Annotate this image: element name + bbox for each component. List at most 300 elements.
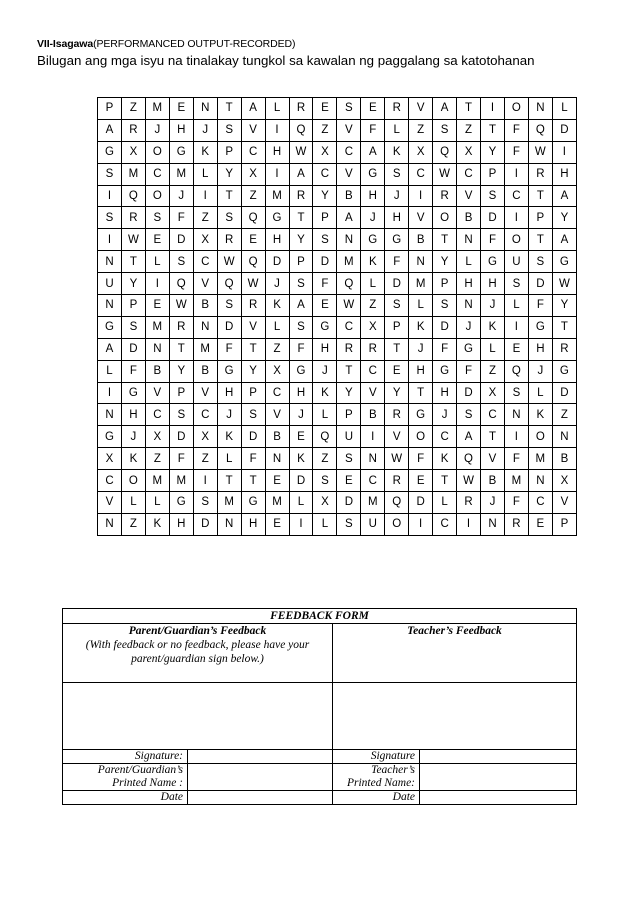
grid-cell[interactable]: S	[385, 295, 409, 317]
grid-cell[interactable]: I	[552, 141, 576, 163]
teacher-feedback-area[interactable]	[333, 683, 577, 750]
grid-cell[interactable]: L	[121, 492, 145, 514]
grid-cell[interactable]: C	[433, 513, 457, 535]
grid-cell[interactable]: M	[145, 98, 169, 120]
grid-cell[interactable]: E	[241, 229, 265, 251]
grid-cell[interactable]: B	[337, 185, 361, 207]
grid-cell[interactable]: S	[313, 229, 337, 251]
grid-cell[interactable]: Z	[241, 185, 265, 207]
grid-cell[interactable]: O	[385, 513, 409, 535]
grid-cell[interactable]: N	[145, 338, 169, 360]
grid-cell[interactable]: M	[361, 492, 385, 514]
grid-cell[interactable]: H	[265, 141, 289, 163]
grid-cell[interactable]: M	[528, 448, 552, 470]
grid-cell[interactable]: A	[433, 98, 457, 120]
grid-cell[interactable]: Y	[289, 229, 313, 251]
grid-cell[interactable]: U	[98, 273, 122, 295]
grid-cell[interactable]: V	[337, 119, 361, 141]
grid-cell[interactable]: R	[504, 513, 528, 535]
grid-cell[interactable]: R	[552, 338, 576, 360]
grid-cell[interactable]: G	[169, 492, 193, 514]
grid-cell[interactable]: V	[361, 382, 385, 404]
grid-cell[interactable]: Q	[241, 251, 265, 273]
grid-cell[interactable]: G	[552, 360, 576, 382]
grid-cell[interactable]: S	[217, 207, 241, 229]
grid-cell[interactable]: S	[385, 163, 409, 185]
grid-cell[interactable]: U	[504, 251, 528, 273]
grid-cell[interactable]: F	[504, 119, 528, 141]
grid-cell[interactable]: G	[289, 360, 313, 382]
grid-cell[interactable]: B	[145, 360, 169, 382]
grid-cell[interactable]: K	[145, 513, 169, 535]
grid-cell[interactable]: S	[98, 207, 122, 229]
grid-cell[interactable]: C	[481, 404, 505, 426]
grid-cell[interactable]: J	[169, 185, 193, 207]
grid-cell[interactable]: J	[433, 404, 457, 426]
grid-cell[interactable]: W	[169, 295, 193, 317]
grid-cell[interactable]: Q	[504, 360, 528, 382]
grid-cell[interactable]: D	[385, 273, 409, 295]
grid-cell[interactable]: S	[337, 98, 361, 120]
grid-cell[interactable]: K	[217, 426, 241, 448]
grid-cell[interactable]: B	[361, 404, 385, 426]
grid-cell[interactable]: H	[481, 273, 505, 295]
grid-cell[interactable]: S	[193, 492, 217, 514]
grid-cell[interactable]: D	[481, 207, 505, 229]
grid-cell[interactable]: Y	[552, 295, 576, 317]
grid-cell[interactable]: N	[528, 98, 552, 120]
grid-cell[interactable]: S	[241, 404, 265, 426]
grid-cell[interactable]: S	[313, 470, 337, 492]
grid-cell[interactable]: D	[552, 119, 576, 141]
grid-cell[interactable]: J	[528, 360, 552, 382]
grid-cell[interactable]: C	[265, 382, 289, 404]
grid-cell[interactable]: E	[409, 470, 433, 492]
grid-cell[interactable]: F	[169, 448, 193, 470]
grid-cell[interactable]: N	[217, 513, 241, 535]
grid-cell[interactable]: H	[121, 404, 145, 426]
grid-cell[interactable]: X	[193, 229, 217, 251]
grid-cell[interactable]: X	[313, 492, 337, 514]
grid-cell[interactable]: G	[361, 229, 385, 251]
grid-cell[interactable]: X	[552, 470, 576, 492]
grid-cell[interactable]: Q	[313, 426, 337, 448]
grid-cell[interactable]: F	[409, 448, 433, 470]
grid-cell[interactable]: R	[457, 492, 481, 514]
grid-cell[interactable]: J	[385, 185, 409, 207]
grid-cell[interactable]: Q	[385, 492, 409, 514]
grid-cell[interactable]: R	[217, 229, 241, 251]
grid-cell[interactable]: J	[313, 360, 337, 382]
grid-cell[interactable]: T	[409, 382, 433, 404]
grid-cell[interactable]: K	[528, 404, 552, 426]
grid-cell[interactable]: S	[98, 163, 122, 185]
grid-cell[interactable]: W	[385, 448, 409, 470]
grid-cell[interactable]: D	[457, 382, 481, 404]
grid-cell[interactable]: N	[98, 295, 122, 317]
grid-cell[interactable]: W	[552, 273, 576, 295]
grid-cell[interactable]: L	[217, 448, 241, 470]
grid-cell[interactable]: O	[433, 207, 457, 229]
grid-cell[interactable]: G	[528, 316, 552, 338]
grid-cell[interactable]: S	[528, 251, 552, 273]
grid-cell[interactable]: X	[265, 360, 289, 382]
grid-cell[interactable]: G	[98, 316, 122, 338]
grid-cell[interactable]: S	[217, 295, 241, 317]
grid-cell[interactable]: R	[241, 295, 265, 317]
grid-cell[interactable]: L	[457, 251, 481, 273]
grid-cell[interactable]: A	[241, 98, 265, 120]
grid-cell[interactable]: E	[265, 470, 289, 492]
grid-cell[interactable]: X	[481, 382, 505, 404]
grid-cell[interactable]: J	[289, 404, 313, 426]
grid-cell[interactable]: T	[241, 338, 265, 360]
grid-cell[interactable]: Z	[121, 98, 145, 120]
grid-cell[interactable]: P	[169, 382, 193, 404]
grid-cell[interactable]: M	[337, 251, 361, 273]
grid-cell[interactable]: I	[481, 98, 505, 120]
grid-cell[interactable]: E	[385, 360, 409, 382]
grid-cell[interactable]: G	[241, 492, 265, 514]
grid-cell[interactable]: I	[98, 185, 122, 207]
grid-cell[interactable]: I	[145, 273, 169, 295]
grid-cell[interactable]: C	[193, 251, 217, 273]
teacher-signature-field[interactable]	[420, 750, 577, 764]
grid-cell[interactable]: M	[145, 470, 169, 492]
grid-cell[interactable]: P	[552, 513, 576, 535]
grid-cell[interactable]: W	[217, 251, 241, 273]
grid-cell[interactable]: J	[265, 273, 289, 295]
grid-cell[interactable]: L	[145, 251, 169, 273]
grid-cell[interactable]: Y	[241, 360, 265, 382]
grid-cell[interactable]: R	[289, 98, 313, 120]
grid-cell[interactable]: L	[504, 295, 528, 317]
grid-cell[interactable]: T	[528, 229, 552, 251]
grid-cell[interactable]: K	[121, 448, 145, 470]
grid-cell[interactable]: L	[528, 382, 552, 404]
grid-cell[interactable]: O	[121, 470, 145, 492]
grid-cell[interactable]: S	[169, 404, 193, 426]
grid-cell[interactable]: S	[337, 513, 361, 535]
grid-cell[interactable]: X	[145, 426, 169, 448]
grid-cell[interactable]: K	[385, 141, 409, 163]
grid-cell[interactable]: Q	[433, 141, 457, 163]
grid-cell[interactable]: P	[481, 163, 505, 185]
grid-cell[interactable]: X	[241, 163, 265, 185]
grid-cell[interactable]: R	[289, 185, 313, 207]
grid-cell[interactable]: D	[169, 426, 193, 448]
grid-cell[interactable]: V	[385, 426, 409, 448]
grid-cell[interactable]: C	[409, 163, 433, 185]
grid-cell[interactable]: G	[265, 207, 289, 229]
grid-cell[interactable]: L	[385, 119, 409, 141]
grid-cell[interactable]: S	[169, 251, 193, 273]
grid-cell[interactable]: Y	[121, 273, 145, 295]
grid-cell[interactable]: H	[289, 382, 313, 404]
grid-cell[interactable]: I	[98, 229, 122, 251]
grid-cell[interactable]: X	[409, 141, 433, 163]
grid-cell[interactable]: H	[433, 382, 457, 404]
grid-cell[interactable]: C	[433, 426, 457, 448]
grid-cell[interactable]: F	[241, 448, 265, 470]
grid-cell[interactable]: R	[169, 316, 193, 338]
grid-cell[interactable]: G	[433, 360, 457, 382]
grid-cell[interactable]: M	[265, 185, 289, 207]
grid-cell[interactable]: R	[121, 207, 145, 229]
grid-cell[interactable]: S	[481, 185, 505, 207]
grid-cell[interactable]: N	[552, 426, 576, 448]
grid-cell[interactable]: Q	[217, 273, 241, 295]
grid-cell[interactable]: T	[552, 316, 576, 338]
grid-cell[interactable]: F	[121, 360, 145, 382]
grid-cell[interactable]: N	[481, 513, 505, 535]
grid-cell[interactable]: O	[504, 98, 528, 120]
grid-cell[interactable]: V	[193, 273, 217, 295]
grid-cell[interactable]: W	[457, 470, 481, 492]
grid-cell[interactable]: N	[98, 513, 122, 535]
grid-cell[interactable]: H	[409, 360, 433, 382]
grid-cell[interactable]: X	[361, 316, 385, 338]
grid-cell[interactable]: T	[217, 185, 241, 207]
grid-cell[interactable]: I	[193, 185, 217, 207]
grid-cell[interactable]: G	[361, 163, 385, 185]
grid-cell[interactable]: A	[457, 426, 481, 448]
grid-cell[interactable]: Y	[337, 382, 361, 404]
grid-cell[interactable]: T	[217, 470, 241, 492]
grid-cell[interactable]: S	[121, 316, 145, 338]
grid-cell[interactable]: Z	[121, 513, 145, 535]
grid-cell[interactable]: C	[337, 141, 361, 163]
grid-cell[interactable]: L	[433, 492, 457, 514]
grid-cell[interactable]: G	[98, 141, 122, 163]
grid-cell[interactable]: T	[481, 119, 505, 141]
grid-cell[interactable]: L	[313, 404, 337, 426]
grid-cell[interactable]: M	[504, 470, 528, 492]
grid-cell[interactable]: V	[409, 98, 433, 120]
grid-cell[interactable]: N	[361, 448, 385, 470]
grid-cell[interactable]: G	[121, 382, 145, 404]
parent-feedback-area[interactable]	[63, 683, 333, 750]
grid-cell[interactable]: R	[528, 163, 552, 185]
grid-cell[interactable]: S	[433, 119, 457, 141]
grid-cell[interactable]: C	[193, 404, 217, 426]
grid-cell[interactable]: E	[361, 98, 385, 120]
grid-cell[interactable]: F	[504, 141, 528, 163]
grid-cell[interactable]: E	[337, 470, 361, 492]
grid-cell[interactable]: I	[457, 513, 481, 535]
grid-cell[interactable]: P	[313, 207, 337, 229]
grid-cell[interactable]: G	[217, 360, 241, 382]
grid-cell[interactable]: D	[193, 513, 217, 535]
grid-cell[interactable]: S	[433, 295, 457, 317]
grid-cell[interactable]: H	[457, 273, 481, 295]
grid-cell[interactable]: Z	[457, 119, 481, 141]
grid-cell[interactable]: N	[337, 229, 361, 251]
grid-cell[interactable]: U	[337, 426, 361, 448]
grid-cell[interactable]: R	[385, 98, 409, 120]
grid-cell[interactable]: H	[241, 513, 265, 535]
grid-cell[interactable]: C	[145, 163, 169, 185]
grid-cell[interactable]: F	[481, 229, 505, 251]
grid-cell[interactable]: M	[409, 273, 433, 295]
grid-cell[interactable]: F	[289, 338, 313, 360]
grid-cell[interactable]: B	[265, 426, 289, 448]
grid-cell[interactable]: B	[193, 295, 217, 317]
grid-cell[interactable]: I	[409, 513, 433, 535]
grid-cell[interactable]: Q	[289, 119, 313, 141]
grid-cell[interactable]: C	[361, 360, 385, 382]
grid-cell[interactable]: D	[409, 492, 433, 514]
grid-cell[interactable]: W	[337, 295, 361, 317]
grid-cell[interactable]: O	[528, 426, 552, 448]
grid-cell[interactable]: T	[241, 470, 265, 492]
grid-cell[interactable]: B	[193, 360, 217, 382]
grid-cell[interactable]: H	[552, 163, 576, 185]
grid-cell[interactable]: L	[145, 492, 169, 514]
grid-cell[interactable]: J	[145, 119, 169, 141]
grid-cell[interactable]: A	[552, 229, 576, 251]
grid-cell[interactable]: V	[145, 382, 169, 404]
grid-cell[interactable]: J	[481, 492, 505, 514]
grid-cell[interactable]: S	[504, 273, 528, 295]
grid-cell[interactable]: R	[385, 470, 409, 492]
grid-cell[interactable]: F	[361, 119, 385, 141]
grid-cell[interactable]: S	[457, 404, 481, 426]
grid-cell[interactable]: P	[289, 251, 313, 273]
grid-cell[interactable]: S	[145, 207, 169, 229]
grid-cell[interactable]: X	[457, 141, 481, 163]
grid-cell[interactable]: I	[265, 163, 289, 185]
grid-cell[interactable]: B	[481, 470, 505, 492]
grid-cell[interactable]: N	[457, 229, 481, 251]
grid-cell[interactable]: Z	[481, 360, 505, 382]
grid-cell[interactable]: Z	[313, 119, 337, 141]
grid-cell[interactable]: J	[217, 404, 241, 426]
grid-cell[interactable]: E	[528, 513, 552, 535]
grid-cell[interactable]: I	[98, 382, 122, 404]
grid-cell[interactable]: H	[169, 119, 193, 141]
grid-cell[interactable]: A	[552, 185, 576, 207]
grid-cell[interactable]: V	[409, 207, 433, 229]
grid-cell[interactable]: D	[552, 382, 576, 404]
grid-cell[interactable]: A	[289, 163, 313, 185]
grid-cell[interactable]: R	[433, 185, 457, 207]
grid-cell[interactable]: N	[193, 316, 217, 338]
grid-cell[interactable]: J	[361, 207, 385, 229]
grid-cell[interactable]: B	[552, 448, 576, 470]
grid-cell[interactable]: Y	[433, 251, 457, 273]
grid-cell[interactable]: V	[193, 382, 217, 404]
grid-cell[interactable]: Q	[528, 119, 552, 141]
grid-cell[interactable]: S	[217, 119, 241, 141]
grid-cell[interactable]: K	[433, 448, 457, 470]
grid-cell[interactable]: P	[121, 295, 145, 317]
grid-cell[interactable]: H	[385, 207, 409, 229]
grid-cell[interactable]: I	[504, 316, 528, 338]
grid-cell[interactable]: X	[98, 448, 122, 470]
grid-cell[interactable]: J	[193, 119, 217, 141]
grid-cell[interactable]: D	[217, 316, 241, 338]
grid-cell[interactable]: Y	[217, 163, 241, 185]
grid-cell[interactable]: J	[121, 426, 145, 448]
grid-cell[interactable]: P	[385, 316, 409, 338]
grid-cell[interactable]: Q	[241, 207, 265, 229]
grid-cell[interactable]: M	[265, 492, 289, 514]
grid-cell[interactable]: E	[169, 98, 193, 120]
grid-cell[interactable]: G	[313, 316, 337, 338]
grid-cell[interactable]: M	[145, 316, 169, 338]
grid-cell[interactable]: L	[313, 513, 337, 535]
grid-cell[interactable]: Z	[552, 404, 576, 426]
grid-cell[interactable]: H	[528, 338, 552, 360]
grid-cell[interactable]: B	[457, 207, 481, 229]
grid-cell[interactable]: M	[193, 338, 217, 360]
grid-cell[interactable]: C	[98, 470, 122, 492]
grid-cell[interactable]: V	[337, 163, 361, 185]
grid-cell[interactable]: L	[265, 316, 289, 338]
grid-cell[interactable]: Y	[169, 360, 193, 382]
grid-cell[interactable]: U	[361, 513, 385, 535]
grid-cell[interactable]: J	[481, 295, 505, 317]
grid-cell[interactable]: H	[217, 382, 241, 404]
grid-cell[interactable]: A	[98, 119, 122, 141]
grid-cell[interactable]: X	[121, 141, 145, 163]
grid-cell[interactable]: C	[337, 316, 361, 338]
grid-cell[interactable]: I	[361, 426, 385, 448]
grid-cell[interactable]: E	[145, 229, 169, 251]
grid-cell[interactable]: Z	[193, 448, 217, 470]
grid-cell[interactable]: P	[433, 273, 457, 295]
grid-cell[interactable]: D	[121, 338, 145, 360]
grid-cell[interactable]: T	[385, 338, 409, 360]
grid-cell[interactable]: D	[433, 316, 457, 338]
grid-cell[interactable]: L	[193, 163, 217, 185]
grid-cell[interactable]: P	[337, 404, 361, 426]
grid-cell[interactable]: D	[337, 492, 361, 514]
grid-cell[interactable]: D	[313, 251, 337, 273]
grid-cell[interactable]: R	[337, 338, 361, 360]
grid-cell[interactable]: O	[504, 229, 528, 251]
grid-cell[interactable]: E	[504, 338, 528, 360]
grid-cell[interactable]: T	[481, 426, 505, 448]
grid-cell[interactable]: G	[98, 426, 122, 448]
grid-cell[interactable]: T	[528, 185, 552, 207]
grid-cell[interactable]: G	[409, 404, 433, 426]
grid-cell[interactable]: I	[193, 470, 217, 492]
grid-cell[interactable]: N	[98, 251, 122, 273]
grid-cell[interactable]: F	[528, 295, 552, 317]
grid-cell[interactable]: E	[313, 295, 337, 317]
grid-cell[interactable]: C	[528, 492, 552, 514]
grid-cell[interactable]: Q	[457, 448, 481, 470]
grid-cell[interactable]: L	[265, 98, 289, 120]
grid-cell[interactable]: F	[385, 251, 409, 273]
grid-cell[interactable]: D	[528, 273, 552, 295]
grid-cell[interactable]: L	[289, 492, 313, 514]
grid-cell[interactable]: I	[504, 426, 528, 448]
grid-cell[interactable]: T	[169, 338, 193, 360]
grid-cell[interactable]: Y	[552, 207, 576, 229]
grid-cell[interactable]: R	[361, 338, 385, 360]
grid-cell[interactable]: K	[481, 316, 505, 338]
grid-cell[interactable]: L	[98, 360, 122, 382]
teacher-name-field[interactable]	[420, 764, 577, 791]
grid-cell[interactable]: S	[289, 316, 313, 338]
grid-cell[interactable]: F	[504, 492, 528, 514]
grid-cell[interactable]: T	[337, 360, 361, 382]
grid-cell[interactable]: D	[241, 426, 265, 448]
grid-cell[interactable]: W	[433, 163, 457, 185]
